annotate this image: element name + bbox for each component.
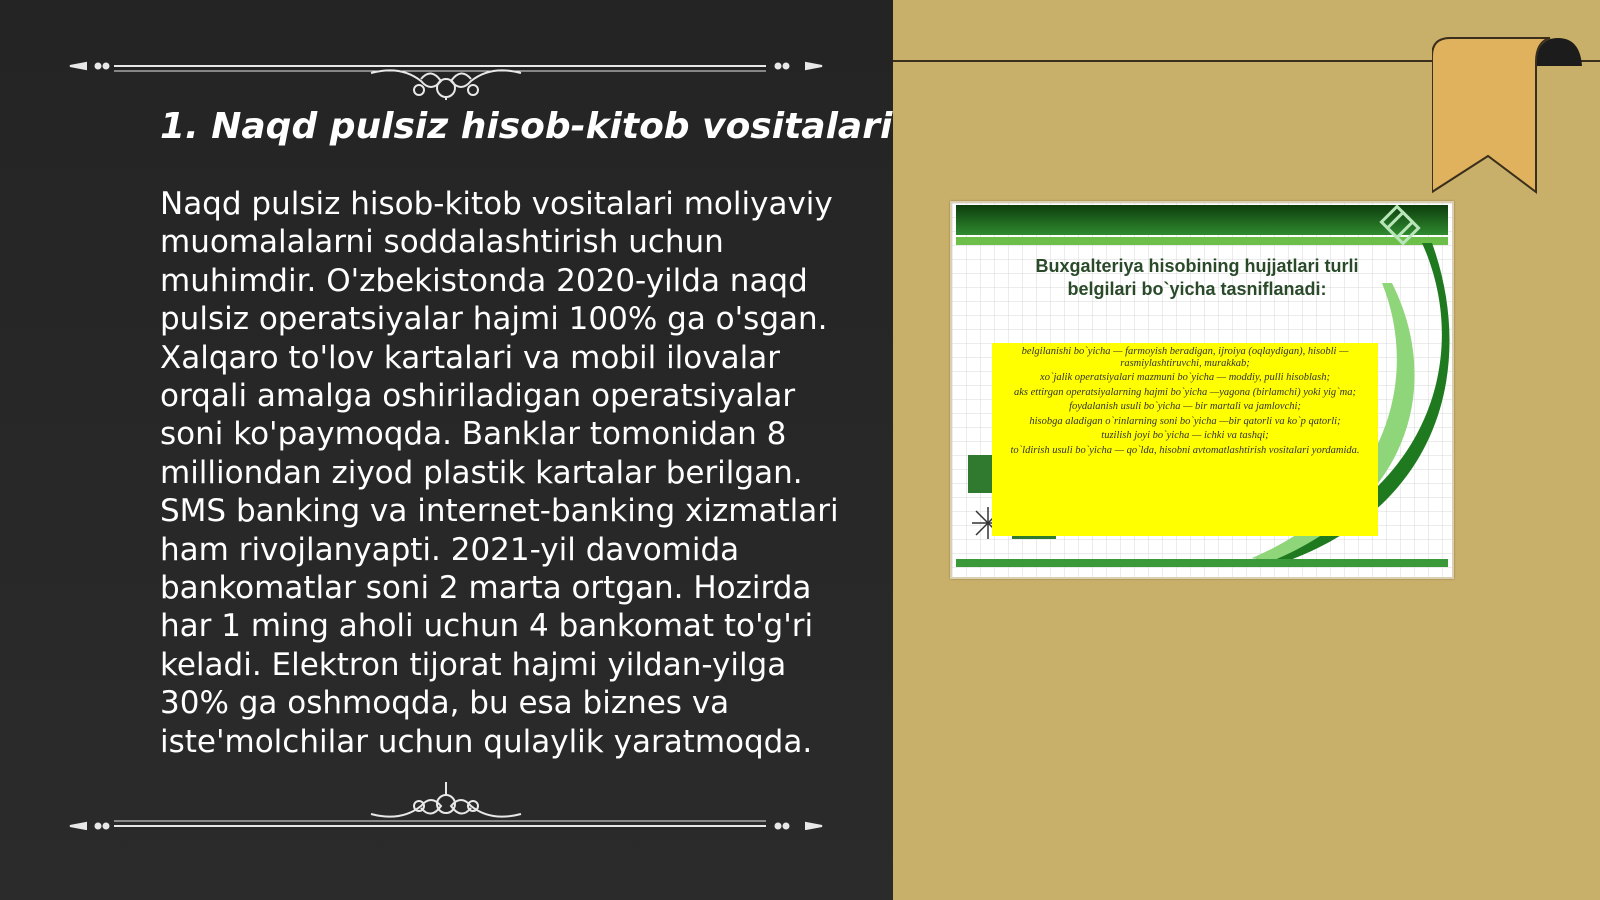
image-list-item: belgilanishi bo`yicha — farmoyish beradigan, ijroiya (oqlaydigan), hisobli — rasmiylashtiruvchi, murakkab; [1021,346,1349,369]
ornament-bottom-icon [66,770,826,830]
image-list-item: xo`jalik operatsiyalari mazmuni bo`yicha — moddiy, pulli hisoblash; [1040,372,1330,383]
image-yellow-box [992,343,1378,536]
image-list-item: aks ettirgan operatsiyalarning hajmi bo`yicha —yagona (birlamchi) yoki yig`ma; [1014,386,1356,398]
slide-title: 1. Naqd pulsiz hisob-kitob vositalari [160,106,893,147]
image-list-item: to`ldirish usuli bo`yicha — qo`lda, hisobni avtomatlashtirish vositalari yordamida. [1010,444,1360,456]
embedded-slide-image [950,201,1454,579]
image-list-item: tuzilish joyi bo`yicha — ichki va tashqi; [1101,430,1269,441]
image-list-item: hisobga aladigan o`rinlarning soni bo`yicha —bir qatorli va ko`p qatorli; [1029,415,1341,427]
image-list-item: foydalanish usuli bo`yicha — bir martali va jamlovchi; [1069,401,1301,412]
bookmark-ribbon-icon [1432,36,1582,198]
image-title: Buxgalteriya hisobining hujjatlari turli belgilari bo`yicha tasniflanadi: [1035,256,1359,299]
ornament-top-icon [66,40,826,100]
slide-body-text: Naqd pulsiz hisob-kitob vositalari moliyaviy muomalalarni soddalashtirish uchun muhimdir. O'zbekistonda 2020-yilda naqd pulsiz operatsiyalar hajmi 100% ga o'sgan. Xalqaro to'lov kartalari va mobil ilovalar orqali amalga oshiriladigan operatsiyalar soni ko'paymoqda. Banklar tomonidan 8 milliondan ziyod plastik kartalar berilgan. SMS banking va internet-banking xizmatlari ham rivojlanyapti. 2021-yil davomida bankomatlar soni 2 marta ortgan. Hozirda har 1 ming aholi uchun 4 bankomat to'g'ri keladi. Elektron tijorat hajmi yildan-yilga 30% ga oshmoqda, bu esa biznes va iste'molchilar uchun qulaylik yaratmoqda. [160,186,839,760]
